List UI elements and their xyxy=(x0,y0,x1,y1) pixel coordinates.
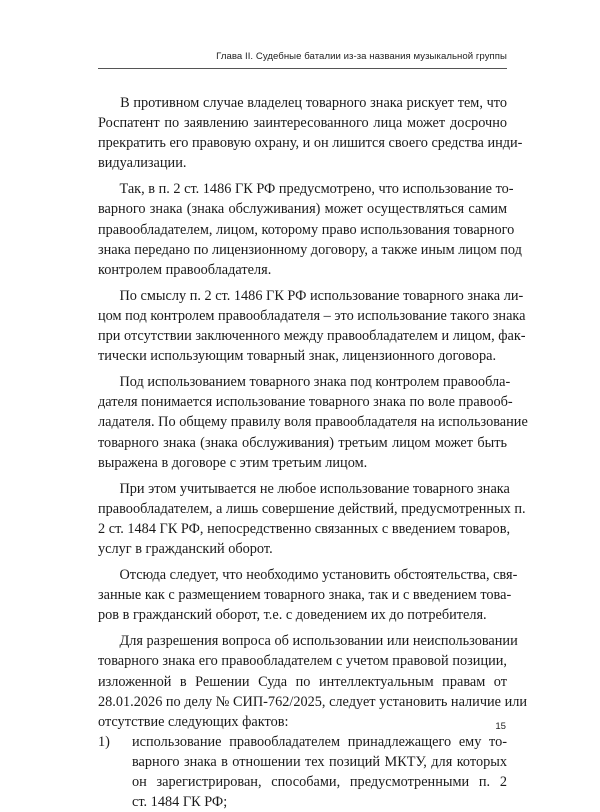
text-line: при отсутствии заключенного между правообладателем и лицом, фак- xyxy=(98,328,526,345)
text-line: видуализации. xyxy=(98,155,187,172)
text-line: услуг в гражданский оборот. xyxy=(98,540,273,557)
paragraph xyxy=(98,479,526,559)
text-line: 2 ст. 1484 ГК РФ, непосредственно связанных с введением товаров, xyxy=(98,520,511,537)
text-line: знака передано по лицензионному договору, а также иным лицом под xyxy=(98,241,522,258)
text-line: 28.01.2026 по делу № СИП-762/2025, следует установить наличие или xyxy=(98,693,528,710)
body-text xyxy=(98,93,528,812)
text-line: ст. 1484 ГК РФ; xyxy=(132,794,228,811)
text-line: правообладателем, лицом, которому право использования товарного xyxy=(98,221,515,238)
text-line: отсутствие следующих фактов: xyxy=(98,713,289,730)
text-line: Под использованием товарного знака под контролем правообла- xyxy=(98,374,511,391)
text-line: варного знака в отношении тех позиций МКТУ, для которых xyxy=(132,753,507,770)
text-line: правообладателем, а лишь совершение действий, предусмотренных п. xyxy=(98,500,526,517)
text-line: цом под контролем правообладателя – это использование такого знака xyxy=(98,307,526,324)
text-line: выражена в договоре с этим третьим лицом. xyxy=(98,454,368,471)
paragraph xyxy=(98,286,526,366)
paragraph xyxy=(98,93,523,173)
header-rule xyxy=(98,68,507,69)
paragraph xyxy=(98,372,528,472)
text-line: Отсюда следует, что необходимо установить обстоятельства, свя- xyxy=(98,567,518,584)
running-head: Глава II. Судебные баталии из-за названия музыкальной группы xyxy=(216,51,507,62)
text-line: он зарегистрирован, способами, предусмотренными п. 2 xyxy=(132,774,507,790)
list-item xyxy=(98,732,507,812)
text-line: варного знака (знака обслуживания) может осуществляться самим xyxy=(98,201,507,218)
page-number: 15 xyxy=(495,721,506,732)
text-line: Для разрешения вопроса об использовании или неиспользовании xyxy=(98,633,518,650)
paragraph xyxy=(98,179,522,279)
text-line: дателя понимается использование товарного знака по воле правооб- xyxy=(98,394,513,411)
text-line: использование правообладателем принадлежащего ему то- xyxy=(132,733,507,750)
text-line: ров в гражданский оборот, т.е. с доведением их до потребителя. xyxy=(98,607,487,624)
text-line: ладателя. По общему правилу воля правообладателя на использование xyxy=(98,414,528,431)
paragraph xyxy=(98,631,528,731)
text-line: товарного знака (знака обслуживания) третьим лицом может быть xyxy=(98,434,507,451)
list-item-number: 1) xyxy=(98,733,110,750)
text-line: тически использующим товарный знак, лицензионного договора. xyxy=(98,348,497,365)
text-line: При этом учитывается не любое использование товарного знака xyxy=(98,480,510,497)
text-line: товарного знака его правообладателем с учетом правовой позиции, xyxy=(98,653,507,670)
text-line: По смыслу п. 2 ст. 1486 ГК РФ использование товарного знака ли- xyxy=(98,287,524,304)
text-line: прекратить его правовую охрану, и он лишится своего средства инди- xyxy=(98,135,523,152)
text-line: изложенной в Решении Суда по интеллектуальным правам от xyxy=(98,673,507,690)
text-line: Так, в п. 2 ст. 1486 ГК РФ предусмотрено, что использование то- xyxy=(98,181,514,198)
paragraph xyxy=(98,565,518,625)
text-line: Роспатент по заявлению заинтересованного лица может досрочно xyxy=(98,115,507,132)
text-line: контролем правообладателя. xyxy=(98,261,272,278)
text-line: занные как с размещением товарного знака, так и с введением това- xyxy=(98,587,512,604)
text-line: В противном случае владелец товарного знака рискует тем, что xyxy=(98,95,507,111)
